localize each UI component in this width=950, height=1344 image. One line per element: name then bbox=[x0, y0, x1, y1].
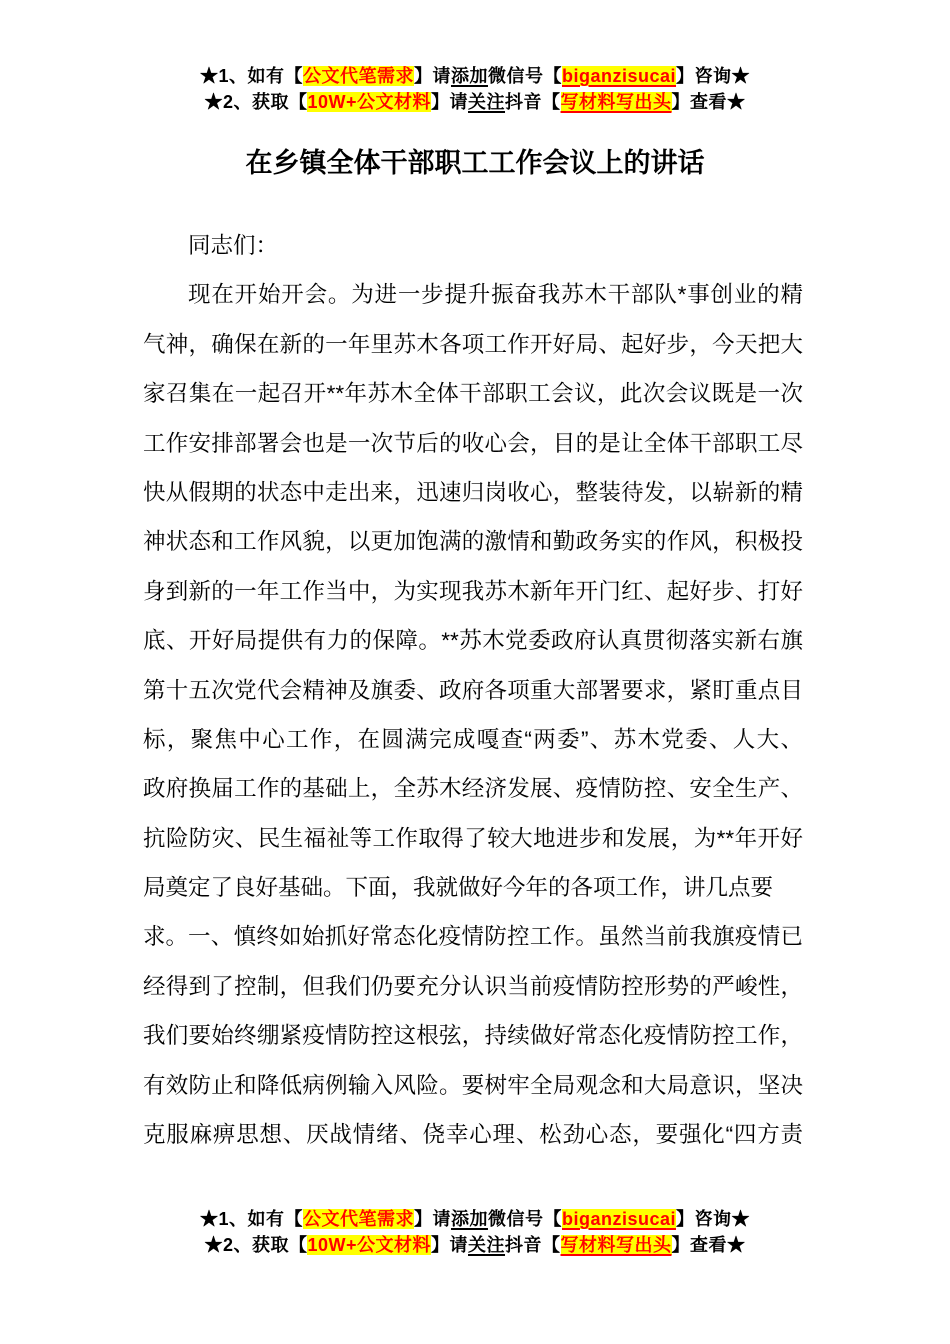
body-line: 工作安排部署会也是一次节后的收心会，目的是让全体干部职工尽 bbox=[143, 430, 803, 456]
materials-highlight: 10W+公文材料 bbox=[307, 92, 432, 112]
body-line: 克服麻痹思想、厌战情绪、侥幸心理、松劲心态，要强化“四方责 bbox=[143, 1122, 803, 1148]
writing-service-highlight: 公文代笔需求 bbox=[302, 1209, 414, 1229]
notice-text: 】查看★ bbox=[671, 1235, 746, 1255]
body-line: 第十五次党代会精神及旗委、政府各项重大部署要求，紧盯重点目 bbox=[143, 677, 803, 703]
body-line: 抗险防灾、民生福祉等工作取得了较大地进步和发展，为**年开好 bbox=[143, 825, 803, 851]
body-line: 家召集在一起召开**年苏木全体干部职工会议，此次会议既是一次 bbox=[143, 381, 803, 407]
body-line: 同志们： bbox=[188, 233, 279, 258]
body-line: 气神，确保在新的一年里苏木各项工作开好局、起好步，今天把大 bbox=[143, 331, 803, 357]
notice-text: ★1、如有【 bbox=[199, 1209, 303, 1229]
document-title: 在乡镇全体干部职工工作会议上的讲话 bbox=[245, 148, 705, 178]
notice-line bbox=[0, 1206, 950, 1232]
add-action-underline: 添加 bbox=[450, 1209, 488, 1229]
body-line: 经得到了控制，但我们仍要充分认识当前疫情防控形势的严峻性， bbox=[143, 973, 803, 999]
follow-action-underline: 关注 bbox=[468, 1235, 506, 1255]
body-line: 标，聚焦中心工作，在圆满完成嘎查“两委”、苏木党委、人大、 bbox=[143, 726, 803, 752]
notice-line bbox=[0, 1232, 950, 1258]
notice-text: 】咨询★ bbox=[676, 66, 751, 86]
body-line: 政府换届工作的基础上，全苏木经济发展、疫情防控、安全生产、 bbox=[143, 776, 803, 802]
body-line: 底、开好局提供有力的保障。**苏木党委政府认真贯彻落实新右旗 bbox=[143, 628, 803, 654]
notice-text: 微信号【 bbox=[487, 66, 562, 86]
notice-text: ★2、获取【 bbox=[204, 92, 308, 112]
body-line: 神状态和工作风貌，以更加饱满的激情和勤政务实的作风，积极投 bbox=[143, 529, 803, 555]
notice-line bbox=[0, 63, 950, 89]
materials-highlight: 10W+公文材料 bbox=[307, 1235, 432, 1255]
notice-text: 微信号【 bbox=[487, 1209, 562, 1229]
follow-action-underline: 关注 bbox=[468, 92, 506, 112]
page-header-notice bbox=[0, 63, 950, 115]
wechat-id-highlight: biganzisucai bbox=[561, 1209, 677, 1229]
body-line: 我们要始终绷紧疫情防控这根弦，持续做好常态化疫情防控工作， bbox=[143, 1023, 803, 1049]
body-line: 有效防止和降低病例输入风险。要树牢全局观念和大局意识，坚决 bbox=[143, 1072, 803, 1098]
body-line: 局奠定了良好基础。下面，我就做好今年的各项工作，讲几点要求。 bbox=[143, 875, 774, 950]
body-line: 一、慎终如始抓好常态化疫情防控工作。虽然当前我旗疫情已 bbox=[188, 924, 803, 950]
page-footer-notice bbox=[0, 1206, 950, 1258]
notice-line bbox=[0, 89, 950, 115]
notice-text: 】请 bbox=[413, 66, 451, 86]
douyin-account-highlight: 写材料写出头 bbox=[560, 92, 672, 112]
body-line: 快从假期的状态中走出来，迅速归岗收心，整装待发，以崭新的精 bbox=[143, 479, 803, 505]
douyin-account-highlight: 写材料写出头 bbox=[560, 1235, 672, 1255]
notice-text: 抖音【 bbox=[505, 92, 561, 112]
notice-text: ★1、如有【 bbox=[199, 66, 303, 86]
add-action-underline: 添加 bbox=[450, 66, 488, 86]
notice-text: 】查看★ bbox=[671, 92, 746, 112]
notice-text: ★2、获取【 bbox=[204, 1235, 308, 1255]
document-body bbox=[143, 221, 803, 1159]
wechat-id-highlight: biganzisucai bbox=[561, 66, 677, 86]
writing-service-highlight: 公文代笔需求 bbox=[302, 66, 414, 86]
body-line: 现在开始开会。为进一步提升振奋我苏木干部队*事创业的精 bbox=[188, 282, 803, 308]
notice-text: 】请 bbox=[431, 92, 469, 112]
notice-text: 】请 bbox=[413, 1209, 451, 1229]
body-line: 身到新的一年工作当中，为实现我苏木新年开门红、起好步、打好 bbox=[143, 578, 803, 604]
notice-text: 】请 bbox=[431, 1235, 469, 1255]
notice-text: 抖音【 bbox=[505, 1235, 561, 1255]
notice-text: 】咨询★ bbox=[676, 1209, 751, 1229]
